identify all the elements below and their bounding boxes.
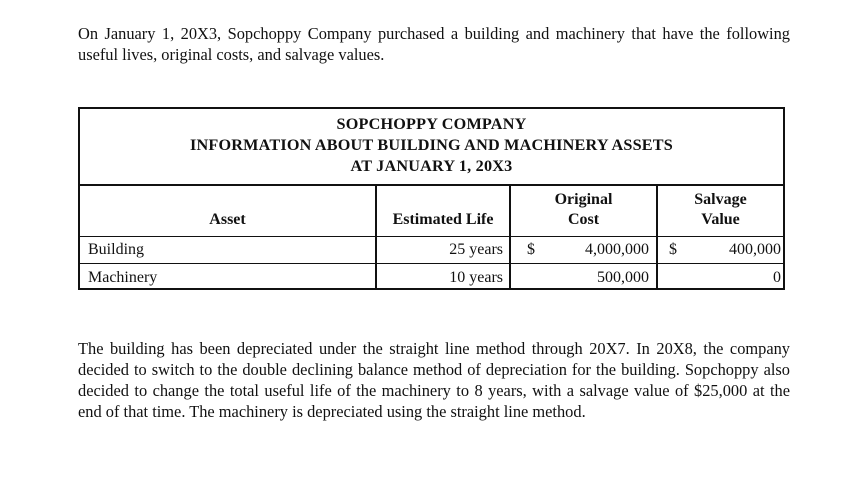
row-machinery-asset: Machinery bbox=[88, 269, 158, 286]
row-building-salvage-sign: $ bbox=[669, 241, 677, 258]
row-machinery-cost: 500,000 bbox=[597, 269, 649, 286]
header-divider bbox=[80, 236, 783, 237]
outro-paragraph: The building has been depreciated under the straight line method through 20X7. In 20X8, the company decided to switch to the double declining balance method of depreciation for the building. Sopchoppy also decided to change the total useful life of the machinery to 8 years, with a salvage value of $25,000 at the end of that time. The machinery is depreciated using the straight line method. bbox=[78, 339, 790, 421]
header-original-cost-line1: Original bbox=[554, 191, 613, 208]
header-salvage-value-line1: Salvage bbox=[694, 191, 747, 208]
row-building-salvage: 400,000 bbox=[729, 241, 781, 258]
row-building-cost: 4,000,000 bbox=[585, 241, 649, 258]
header-estimated-life: Estimated Life bbox=[392, 211, 494, 228]
table-title-company: SOPCHOPPY COMPANY bbox=[336, 115, 527, 133]
table-title-date: AT JANUARY 1, 20X3 bbox=[350, 157, 513, 175]
table-title-info: INFORMATION ABOUT BUILDING AND MACHINERY ASSETS bbox=[190, 136, 673, 154]
row-building-cost-sign: $ bbox=[527, 241, 535, 258]
title-divider bbox=[80, 184, 783, 186]
row-divider bbox=[80, 263, 783, 264]
row-machinery-life: 10 years bbox=[449, 269, 503, 286]
row-building-asset: Building bbox=[88, 241, 145, 258]
asset-table bbox=[78, 107, 785, 290]
intro-paragraph: On January 1, 20X3, Sopchoppy Company purchased a building and machinery that have the following useful lives, original costs, and salvage values. bbox=[78, 24, 790, 64]
header-asset: Asset bbox=[209, 211, 246, 228]
header-salvage-value-line2: Value bbox=[701, 211, 740, 228]
header-original-cost-line2: Cost bbox=[567, 211, 600, 228]
row-building-life: 25 years bbox=[449, 241, 503, 258]
row-machinery-salvage: 0 bbox=[773, 269, 781, 286]
